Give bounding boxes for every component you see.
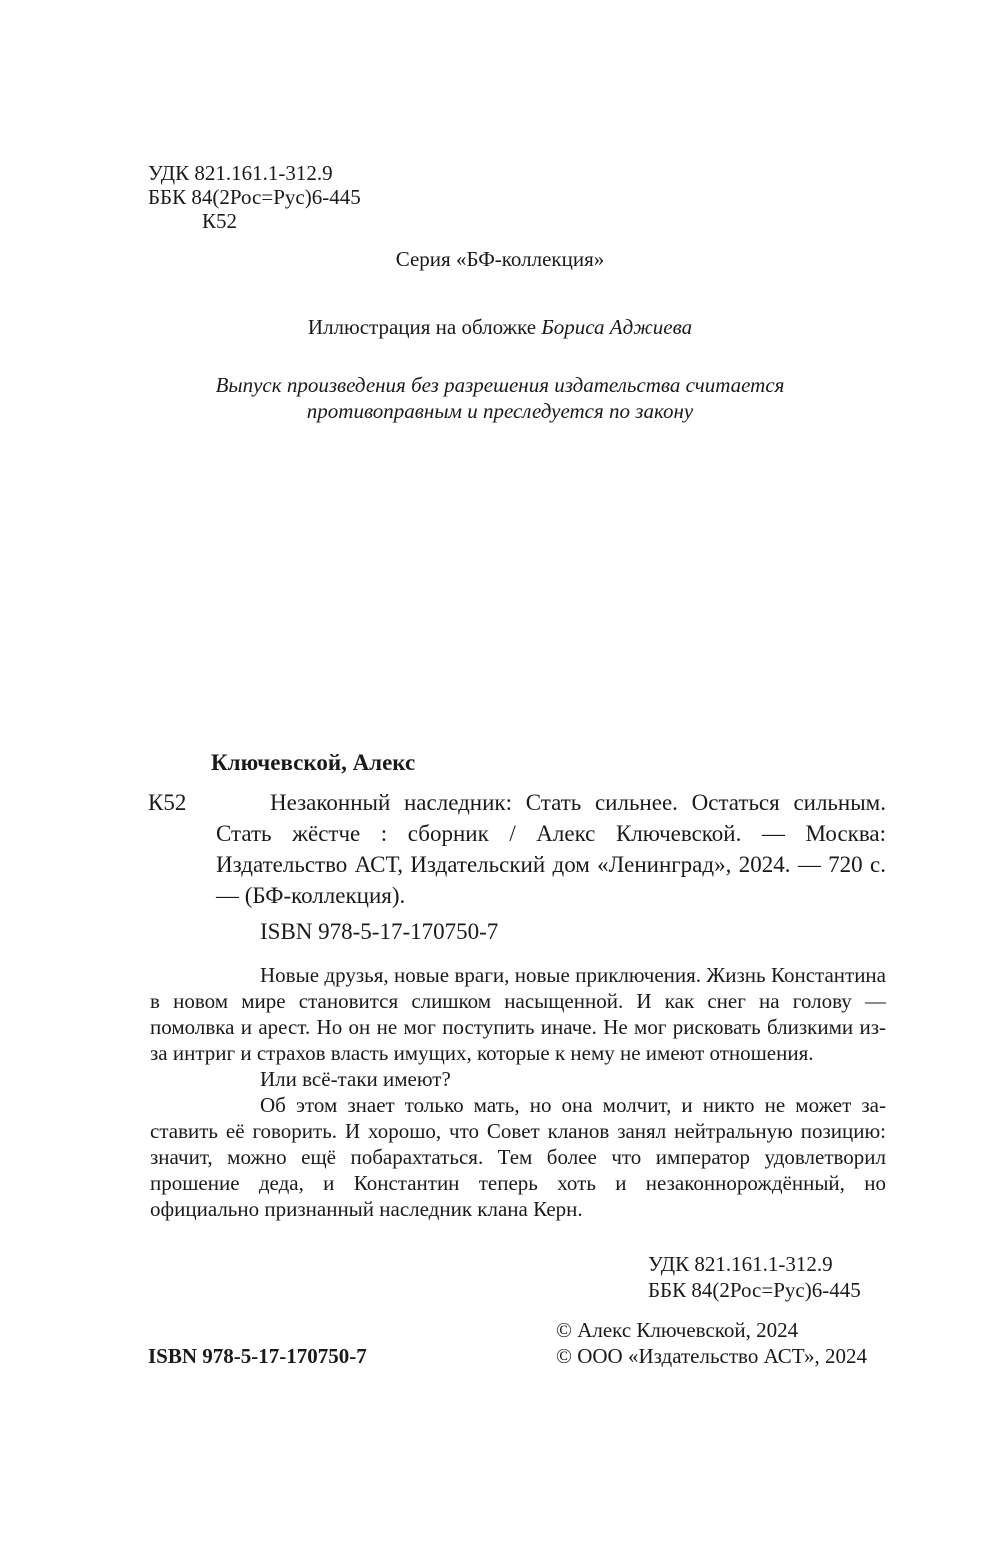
copyright-notice-line1: Выпуск произведения без разрешения издательства считается	[215, 373, 785, 397]
udk-code-top: УДК 821.161.1-312.9	[148, 161, 333, 185]
copyright-publisher: © ООО «Издательство АСТ», 2024	[556, 1344, 867, 1368]
illustration-prefix: Иллюстрация на обложке	[307, 315, 537, 339]
catalog-mark: К52	[148, 790, 187, 815]
annotation-paragraph: Или всё-таки имеют?	[260, 1067, 451, 1091]
illustration-artist: Бориса Аджиева	[541, 315, 693, 339]
udk-code-bottom: УДК 821.161.1-312.9	[648, 1252, 833, 1276]
series-line: Серия «БФ-коллекция»	[395, 247, 605, 271]
author-mark-top: К52	[202, 209, 238, 233]
annotation-paragraph: Об этом знает только мать, но она молчит, и никто не может заставить её говорить. И хорошо, что Совет кланов занял нейтральную позицию: значит, можно ещё побарахтаться. Тем более что император удовлетворил прошение деда, и Константин теперь хоть и незаконнорождённый, но официально признанный наследник клана Керн.	[150, 1093, 886, 1221]
illustration-credit	[0, 314, 1000, 340]
footer-isbn: ISBN 978-5-17-170750-7	[148, 1344, 367, 1368]
copyright-notice-line2: противоправным и преследуется по закону	[306, 399, 694, 423]
copyright-author: © Алекс Ключевской, 2024	[556, 1318, 799, 1342]
bbk-code-bottom: ББК 84(2Рос=Рус)6-445	[648, 1278, 861, 1302]
catalog-isbn: ISBN 978-5-17-170750-7	[260, 919, 499, 944]
catalog-author: Ключевской, Алекс	[211, 750, 416, 775]
annotation-paragraph: Новые друзья, новые враги, новые приключения. Жизнь Константина в новом мире становится слишком насыщенной. И как снег на голову — помолвка и арест. Но он не мог поступить иначе. Не мог рисковать близкими из-за интриг и страхов власть имущих, которые к нему не имеют отношения.	[150, 963, 886, 1065]
catalog-description: Незаконный наследник: Стать сильнее. Остаться сильным. Стать жёстче : сборник / Алекс Ключевской. — Москва: Издательство АСТ, Издательский дом «Ленинград», 2024. — 720 с. — (БФ-коллекция).	[216, 790, 886, 908]
bbk-code-top: ББК 84(2Рос=Рус)6-445	[148, 185, 361, 209]
annotation	[150, 962, 886, 1222]
